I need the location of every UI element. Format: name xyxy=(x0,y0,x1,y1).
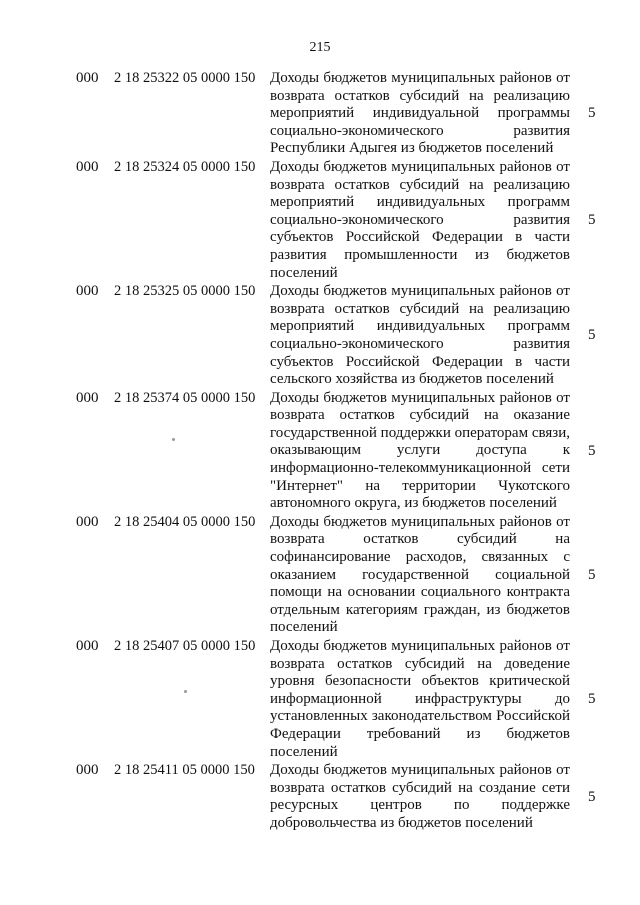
admin-code: 000 xyxy=(76,70,99,86)
table-row xyxy=(0,159,640,282)
amount-value: 5 xyxy=(588,788,596,805)
table-row xyxy=(0,638,640,761)
budget-classification-code: 2 18 25322 05 0000 150 xyxy=(114,70,256,86)
income-description: Доходы бюджетов муниципальных районов от возврата остатков субсидий на реализацию мероприятий индивидуальной программы социально-экономического развития Республики Адыгея из бюджетов поселений xyxy=(270,70,570,157)
budget-classification-code: 2 18 25324 05 0000 150 xyxy=(114,158,256,175)
income-description: Доходы бюджетов муниципальных районов от возврата остатков субсидий на доведение уровня безопасности объектов критической информационной инфраструктуры до установленных законодательством Российской Федерации требований из бюджетов поселений xyxy=(270,638,570,760)
budget-classification-code: 2 18 25411 05 0000 150 xyxy=(114,762,255,779)
table-row xyxy=(0,762,640,832)
income-description: Доходы бюджетов муниципальных районов от возврата остатков субсидий на реализацию мероприятий индивидуальных программ социально-экономического развития субъектов Российской Федерации в части развития промышленности из бюджетов поселений xyxy=(270,158,570,281)
budget-code-table xyxy=(0,70,640,833)
scan-speck xyxy=(172,438,175,441)
amount-value: 5 xyxy=(588,691,596,708)
budget-classification-code: 2 18 25407 05 0000 150 xyxy=(114,638,256,654)
scan-speck xyxy=(184,690,187,693)
amount-value: 5 xyxy=(588,566,596,583)
budget-classification-code: 2 18 25374 05 0000 150 xyxy=(114,389,256,406)
table-row xyxy=(0,514,640,637)
income-description: Доходы бюджетов муниципальных районов от возврата остатков субсидий на оказание государственной поддержки операторам связи, оказывающим услуги доступа к информационно-телекоммуникационной сети "Интернет" на территории Чукотского автономного округа, из бюджетов поселений xyxy=(270,389,570,512)
admin-code: 000 xyxy=(76,283,99,300)
page-number: 215 xyxy=(309,40,331,55)
income-description: Доходы бюджетов муниципальных районов от возврата остатков субсидий на софинансирование расходов, связанных с оказанием государственной социальной помощи на основании социального контракта отдельным категориям граждан, из бюджетов поселений xyxy=(270,513,570,636)
amount-value: 5 xyxy=(588,212,596,229)
income-description: Доходы бюджетов муниципальных районов от возврата остатков субсидий на реализацию мероприятий индивидуальных программ социально-экономического развития субъектов Российской Федерации в части сельского хозяйства из бюджетов поселений xyxy=(270,283,570,388)
table-row xyxy=(0,283,640,389)
admin-code: 000 xyxy=(76,513,99,530)
table-row xyxy=(0,70,640,158)
table-row xyxy=(0,390,640,513)
admin-code: 000 xyxy=(76,389,99,406)
amount-value: 5 xyxy=(588,327,596,344)
budget-classification-code: 2 18 25325 05 0000 150 xyxy=(114,283,256,300)
income-description: Доходы бюджетов муниципальных районов от возврата остатков субсидий на создание сети ресурсных центров по поддержке добровольчества из бюджетов поселений xyxy=(270,762,570,831)
admin-code: 000 xyxy=(76,762,99,779)
admin-code: 000 xyxy=(76,158,99,175)
budget-classification-code: 2 18 25404 05 0000 150 xyxy=(114,513,256,530)
admin-code: 000 xyxy=(76,638,99,654)
amount-value: 5 xyxy=(588,105,596,122)
amount-value: 5 xyxy=(588,442,596,459)
